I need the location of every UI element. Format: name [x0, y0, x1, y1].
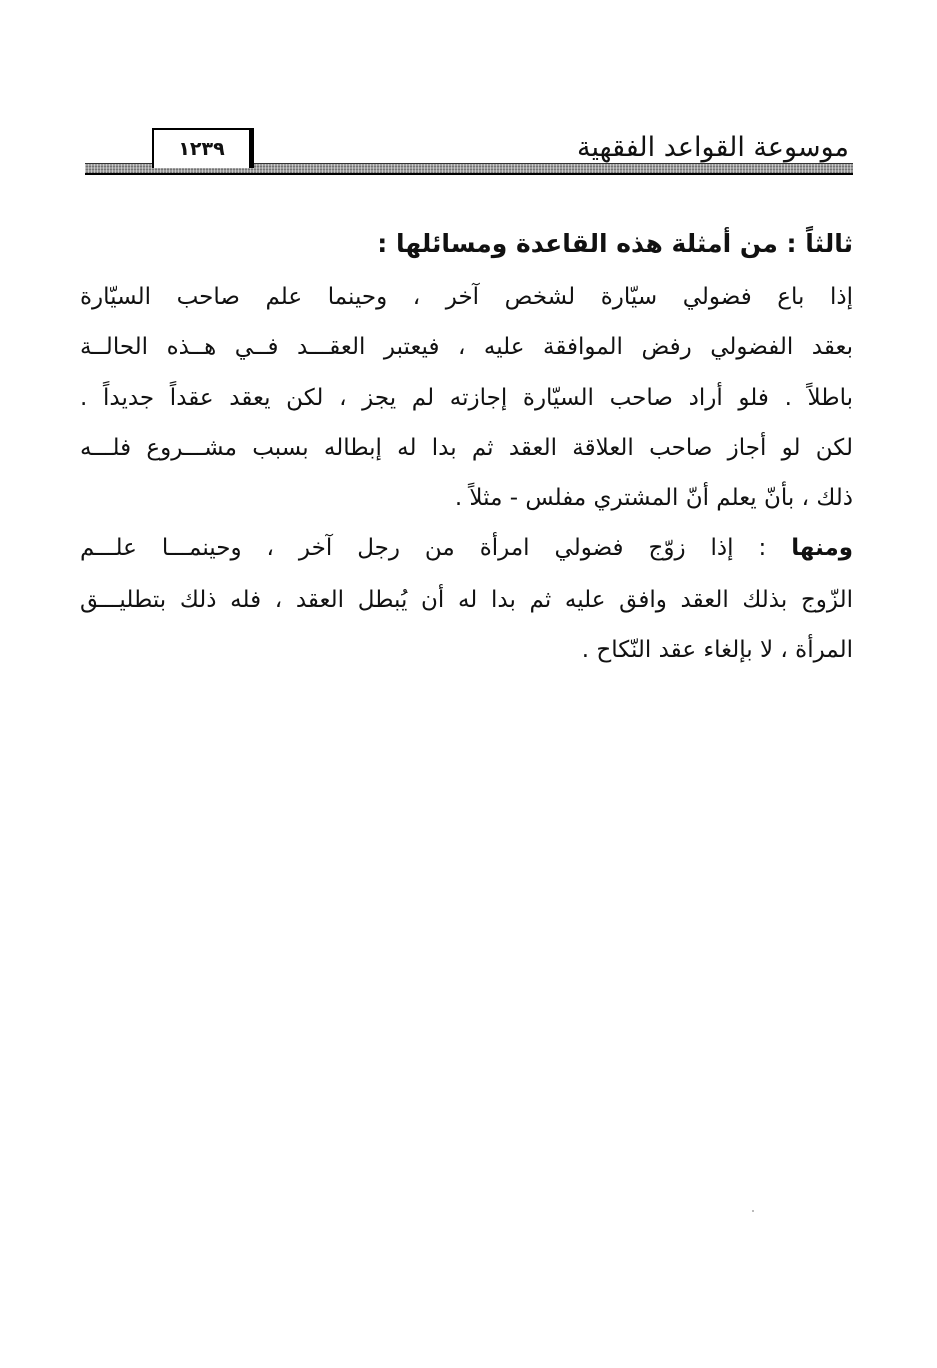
paragraph-1-line-2: بعقد الفضولي رفض الموافقة عليه ، فيعتبر العقـــد فــي هــذه الحالــة: [80, 334, 853, 360]
paragraph-1-line-5: ذلك ، بأنّ يعلم أنّ المشتري مفلس - مثلاً .: [454, 485, 853, 511]
book-title: موسوعة القواعد الفقهية: [577, 132, 849, 163]
page-number: ١٢٣٩: [178, 138, 225, 160]
paragraph-2-line-3: المرأة ، لا بإلغاء عقد النّكاح .: [581, 637, 853, 663]
section-heading: ثالثاً : من أمثلة هذه القاعدة ومسائلها :: [377, 229, 853, 258]
page-number-box: [152, 128, 254, 168]
paragraph-2-line-2: الزّوج بذلك العقد وافق عليه ثم بدا له أن يُبطل العقد ، فله ذلك بتطليـــق: [80, 587, 853, 613]
paragraph-1-line-3: باطلاً . فلو أراد صاحب السيّارة إجازته لم يجز ، لكن يعقد عقداً جديداً .: [80, 385, 853, 411]
paragraph-1-line-4: لكن لو أجاز صاحب العلاقة العقد ثم بدا له إبطاله بسبب مشـــروع فلـــه: [80, 435, 853, 461]
paragraph-2-lead: ومنها: [791, 535, 853, 561]
paragraph-2-line-1-rest: : إذا زوّج فضولي امرأة من رجل آخر ، وحينمـــا علـــم: [80, 535, 792, 561]
paragraph-1-line-1: إذا باع فضولي سيّارة لشخص آخر ، وحينما علم صاحب السيّارة: [80, 284, 853, 310]
paragraph-2-line-1: [80, 528, 853, 568]
scan-speck: [752, 1210, 754, 1212]
